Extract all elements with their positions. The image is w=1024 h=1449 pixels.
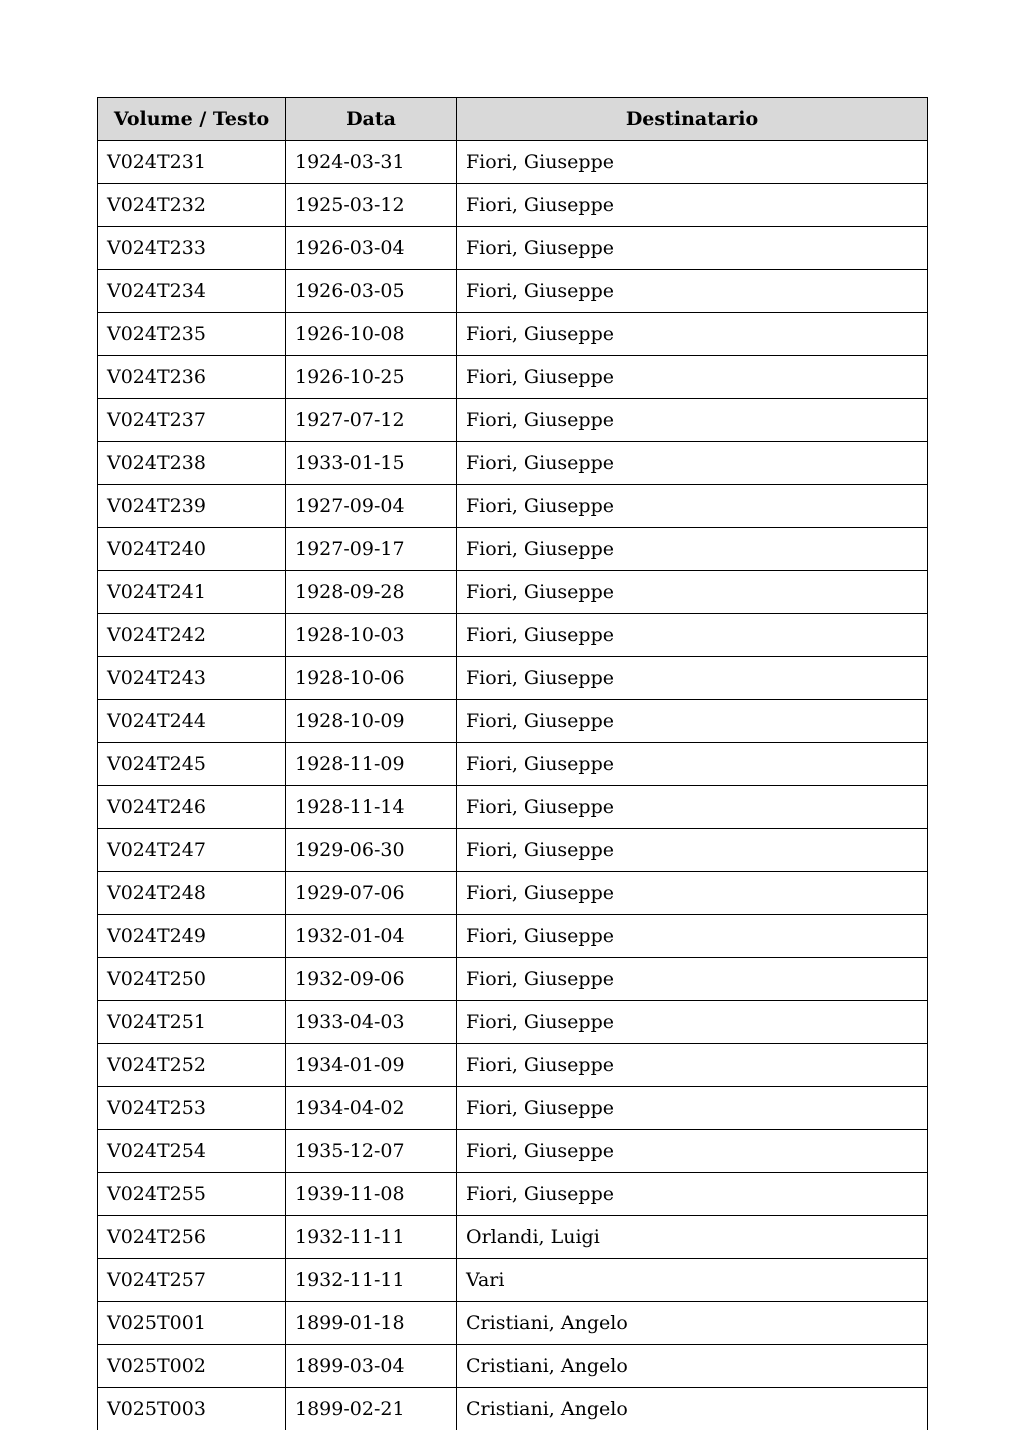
- cell-volume: V024T244: [98, 700, 286, 743]
- cell-date: 1899-03-04: [286, 1345, 457, 1388]
- cell-date: 1934-01-09: [286, 1044, 457, 1087]
- letters-table: [97, 97, 928, 1430]
- cell-date: 1899-02-21: [286, 1388, 457, 1431]
- cell-recipient: Fiori, Giuseppe: [457, 313, 928, 356]
- cell-volume: V024T234: [98, 270, 286, 313]
- cell-volume: V025T003: [98, 1388, 286, 1431]
- cell-date: 1924-03-31: [286, 141, 457, 184]
- cell-recipient: Fiori, Giuseppe: [457, 1173, 928, 1216]
- cell-volume: V024T231: [98, 141, 286, 184]
- table-row: [98, 700, 928, 743]
- cell-recipient: Fiori, Giuseppe: [457, 700, 928, 743]
- cell-volume: V024T240: [98, 528, 286, 571]
- table-row: [98, 786, 928, 829]
- table-row: [98, 872, 928, 915]
- cell-recipient: Cristiani, Angelo: [457, 1388, 928, 1431]
- cell-volume: V024T249: [98, 915, 286, 958]
- cell-date: 1926-10-08: [286, 313, 457, 356]
- cell-volume: V024T257: [98, 1259, 286, 1302]
- cell-volume: V024T254: [98, 1130, 286, 1173]
- cell-date: 1932-11-11: [286, 1259, 457, 1302]
- cell-volume: V024T245: [98, 743, 286, 786]
- table-header-row: [98, 98, 928, 141]
- cell-volume: V024T247: [98, 829, 286, 872]
- cell-recipient: Fiori, Giuseppe: [457, 915, 928, 958]
- cell-volume: V024T252: [98, 1044, 286, 1087]
- cell-date: 1932-01-04: [286, 915, 457, 958]
- table-body: [98, 141, 928, 1431]
- cell-date: 1927-07-12: [286, 399, 457, 442]
- cell-volume: V025T001: [98, 1302, 286, 1345]
- column-header-recipient: Destinatario: [457, 98, 928, 141]
- cell-volume: V024T232: [98, 184, 286, 227]
- table-row: [98, 571, 928, 614]
- cell-recipient: Fiori, Giuseppe: [457, 399, 928, 442]
- cell-recipient: Fiori, Giuseppe: [457, 141, 928, 184]
- table-row: [98, 184, 928, 227]
- cell-volume: V024T235: [98, 313, 286, 356]
- cell-date: 1935-12-07: [286, 1130, 457, 1173]
- cell-volume: V025T002: [98, 1345, 286, 1388]
- cell-recipient: Fiori, Giuseppe: [457, 1130, 928, 1173]
- cell-recipient: Fiori, Giuseppe: [457, 1044, 928, 1087]
- cell-volume: V024T256: [98, 1216, 286, 1259]
- cell-date: 1932-11-11: [286, 1216, 457, 1259]
- cell-recipient: Vari: [457, 1259, 928, 1302]
- cell-date: 1928-11-14: [286, 786, 457, 829]
- table-row: [98, 313, 928, 356]
- cell-volume: V024T238: [98, 442, 286, 485]
- cell-recipient: Fiori, Giuseppe: [457, 872, 928, 915]
- cell-date: 1928-10-09: [286, 700, 457, 743]
- column-header-volume: Volume / Testo: [98, 98, 286, 141]
- cell-recipient: Orlandi, Luigi: [457, 1216, 928, 1259]
- cell-volume: V024T253: [98, 1087, 286, 1130]
- table-row: [98, 743, 928, 786]
- cell-date: 1928-11-09: [286, 743, 457, 786]
- table-row: [98, 657, 928, 700]
- cell-recipient: Fiori, Giuseppe: [457, 829, 928, 872]
- table-row: [98, 1388, 928, 1431]
- cell-volume: V024T233: [98, 227, 286, 270]
- table-row: [98, 141, 928, 184]
- cell-date: 1927-09-04: [286, 485, 457, 528]
- cell-volume: V024T248: [98, 872, 286, 915]
- cell-volume: V024T251: [98, 1001, 286, 1044]
- cell-volume: V024T255: [98, 1173, 286, 1216]
- table-row: [98, 442, 928, 485]
- cell-date: 1925-03-12: [286, 184, 457, 227]
- cell-date: 1928-10-06: [286, 657, 457, 700]
- cell-recipient: Fiori, Giuseppe: [457, 571, 928, 614]
- cell-volume: V024T250: [98, 958, 286, 1001]
- column-header-date: Data: [286, 98, 457, 141]
- table-row: [98, 958, 928, 1001]
- cell-recipient: Fiori, Giuseppe: [457, 786, 928, 829]
- table-row: [98, 829, 928, 872]
- table-row: [98, 1259, 928, 1302]
- cell-date: 1926-03-05: [286, 270, 457, 313]
- cell-volume: V024T242: [98, 614, 286, 657]
- table-row: [98, 485, 928, 528]
- cell-recipient: Fiori, Giuseppe: [457, 743, 928, 786]
- cell-volume: V024T237: [98, 399, 286, 442]
- table-row: [98, 915, 928, 958]
- cell-volume: V024T241: [98, 571, 286, 614]
- cell-recipient: Fiori, Giuseppe: [457, 958, 928, 1001]
- table-row: [98, 1173, 928, 1216]
- cell-date: 1933-01-15: [286, 442, 457, 485]
- cell-volume: V024T239: [98, 485, 286, 528]
- cell-recipient: Fiori, Giuseppe: [457, 356, 928, 399]
- cell-recipient: Fiori, Giuseppe: [457, 1087, 928, 1130]
- cell-date: 1926-10-25: [286, 356, 457, 399]
- cell-recipient: Fiori, Giuseppe: [457, 184, 928, 227]
- table-row: [98, 1044, 928, 1087]
- table-row: [98, 1302, 928, 1345]
- table-row: [98, 399, 928, 442]
- cell-date: 1929-06-30: [286, 829, 457, 872]
- cell-recipient: Cristiani, Angelo: [457, 1345, 928, 1388]
- cell-date: 1939-11-08: [286, 1173, 457, 1216]
- table-row: [98, 614, 928, 657]
- cell-recipient: Fiori, Giuseppe: [457, 270, 928, 313]
- cell-volume: V024T246: [98, 786, 286, 829]
- cell-recipient: Fiori, Giuseppe: [457, 614, 928, 657]
- table-row: [98, 1216, 928, 1259]
- cell-date: 1899-01-18: [286, 1302, 457, 1345]
- cell-volume: V024T243: [98, 657, 286, 700]
- cell-recipient: Fiori, Giuseppe: [457, 227, 928, 270]
- cell-date: 1927-09-17: [286, 528, 457, 571]
- cell-date: 1932-09-06: [286, 958, 457, 1001]
- cell-date: 1929-07-06: [286, 872, 457, 915]
- cell-recipient: Cristiani, Angelo: [457, 1302, 928, 1345]
- cell-recipient: Fiori, Giuseppe: [457, 528, 928, 571]
- table-row: [98, 1087, 928, 1130]
- cell-date: 1928-09-28: [286, 571, 457, 614]
- cell-recipient: Fiori, Giuseppe: [457, 485, 928, 528]
- cell-date: 1933-04-03: [286, 1001, 457, 1044]
- cell-date: 1934-04-02: [286, 1087, 457, 1130]
- table-row: [98, 270, 928, 313]
- cell-recipient: Fiori, Giuseppe: [457, 1001, 928, 1044]
- table-row: [98, 1345, 928, 1388]
- table-row: [98, 1130, 928, 1173]
- cell-volume: V024T236: [98, 356, 286, 399]
- table-row: [98, 1001, 928, 1044]
- cell-recipient: Fiori, Giuseppe: [457, 442, 928, 485]
- table-row: [98, 528, 928, 571]
- table-row: [98, 356, 928, 399]
- table-row: [98, 227, 928, 270]
- cell-date: 1926-03-04: [286, 227, 457, 270]
- cell-date: 1928-10-03: [286, 614, 457, 657]
- cell-recipient: Fiori, Giuseppe: [457, 657, 928, 700]
